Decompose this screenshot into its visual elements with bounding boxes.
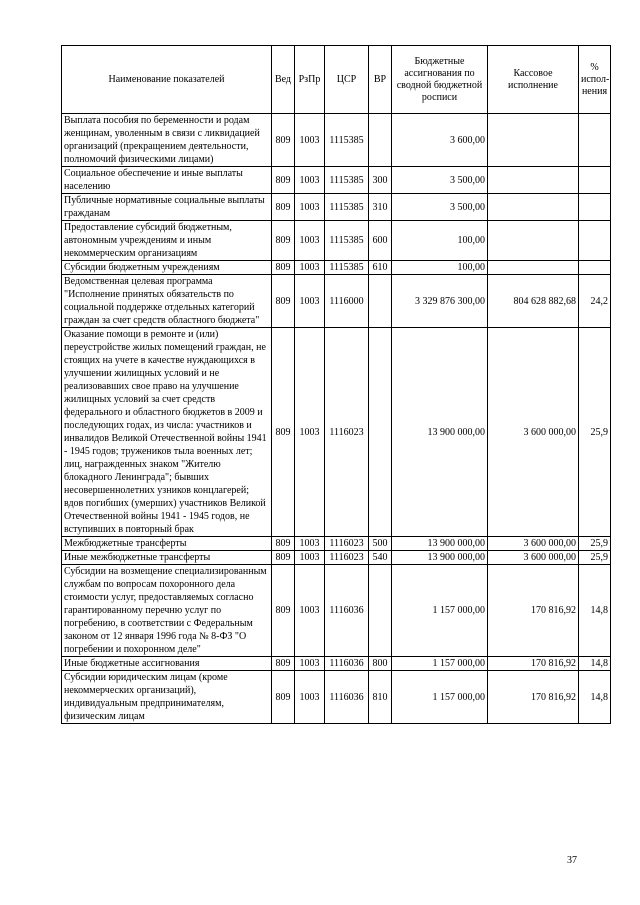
- row-csr: 1116036: [325, 671, 369, 724]
- row-csr: 1115385: [325, 167, 369, 194]
- row-rzpr: 1003: [295, 328, 325, 537]
- row-csr: 1115385: [325, 261, 369, 275]
- row-name: Субсидии бюджетным учреждениям: [62, 261, 272, 275]
- row-ved: 809: [272, 221, 295, 261]
- row-pct: 25,9: [579, 537, 611, 551]
- row-ved: 809: [272, 565, 295, 657]
- row-cash: [488, 261, 579, 275]
- header-ved: Вед: [272, 46, 295, 114]
- table-body: [62, 114, 611, 724]
- row-budget: 3 500,00: [392, 194, 488, 221]
- row-ved: 809: [272, 261, 295, 275]
- budget-table: [61, 45, 611, 724]
- row-vr: [369, 275, 392, 328]
- row-budget: 3 600,00: [392, 114, 488, 167]
- row-rzpr: 1003: [295, 221, 325, 261]
- table-row: [62, 275, 611, 328]
- table-row: [62, 551, 611, 565]
- row-budget: 13 900 000,00: [392, 328, 488, 537]
- row-cash: [488, 114, 579, 167]
- row-csr: 1116023: [325, 537, 369, 551]
- row-rzpr: 1003: [295, 194, 325, 221]
- row-pct: 14,8: [579, 671, 611, 724]
- row-csr: 1116023: [325, 328, 369, 537]
- row-vr: 600: [369, 221, 392, 261]
- row-vr: 540: [369, 551, 392, 565]
- row-vr: [369, 114, 392, 167]
- row-csr: 1116000: [325, 275, 369, 328]
- header-pct: % испол-нения: [579, 46, 611, 114]
- header-rzpr: РзПр: [295, 46, 325, 114]
- row-pct: 25,9: [579, 328, 611, 537]
- row-name: Ведомственная целевая программа "Исполнение принятых обязательств по социальной поддержке отдельных категорий граждан за счет средств областного бюджета": [62, 275, 272, 328]
- row-name: Предоставление субсидий бюджетным, автономным учреждениям и иным некоммерческим организациям: [62, 221, 272, 261]
- row-vr: 500: [369, 537, 392, 551]
- row-cash: [488, 194, 579, 221]
- table-row: [62, 261, 611, 275]
- row-rzpr: 1003: [295, 657, 325, 671]
- row-name: Иные бюджетные ассигнования: [62, 657, 272, 671]
- row-name: Выплата пособия по беременности и родам женщинам, уволенным в связи с ликвидацией организаций (прекращением деятельности, полномочий физическими лицами): [62, 114, 272, 167]
- table-row: [62, 328, 611, 537]
- table-row: [62, 657, 611, 671]
- row-cash: 170 816,92: [488, 671, 579, 724]
- row-cash: 170 816,92: [488, 657, 579, 671]
- row-pct: [579, 167, 611, 194]
- row-vr: [369, 565, 392, 657]
- row-budget: 13 900 000,00: [392, 537, 488, 551]
- row-rzpr: 1003: [295, 537, 325, 551]
- row-cash: 804 628 882,68: [488, 275, 579, 328]
- row-name: Социальное обеспечение и иные выплаты населению: [62, 167, 272, 194]
- row-rzpr: 1003: [295, 114, 325, 167]
- row-csr: 1115385: [325, 221, 369, 261]
- row-budget: 13 900 000,00: [392, 551, 488, 565]
- table-row: [62, 114, 611, 167]
- row-ved: 809: [272, 657, 295, 671]
- row-name: Иные межбюджетные трансферты: [62, 551, 272, 565]
- header-vr: ВР: [369, 46, 392, 114]
- page-number: 37: [567, 855, 577, 866]
- row-budget: 3 500,00: [392, 167, 488, 194]
- row-cash: 170 816,92: [488, 565, 579, 657]
- row-vr: [369, 328, 392, 537]
- row-vr: 810: [369, 671, 392, 724]
- row-name: Оказание помощи в ремонте и (или) переустройстве жилых помещений граждан, не стоящих на учете в качестве нуждающихся в улучшении жилищных условий и не реализовавших свое право на улучшение жилищных условий за счет средств федерального и областного бюджетов в 2009 и последующих годах, из числа: участников и инвалидов Великой Отечественной войны 1941 - 1945 годов; тружеников тыла военных лет; лиц, награжденных знаком "Жителю блокадного Ленинграда"; бывших несовершеннолетних узников концлагерей; вдов погибших (умерших) участников Великой Отечественной войны 1941 - 1945 годов, не вступивших в повторный брак: [62, 328, 272, 537]
- header-budget: Бюджетные ассигнования по сводной бюджетной росписи: [392, 46, 488, 114]
- row-vr: 610: [369, 261, 392, 275]
- row-ved: 809: [272, 328, 295, 537]
- table-row: [62, 537, 611, 551]
- row-ved: 809: [272, 537, 295, 551]
- row-ved: 809: [272, 275, 295, 328]
- table-row: [62, 565, 611, 657]
- row-budget: 100,00: [392, 221, 488, 261]
- row-name: Межбюджетные трансферты: [62, 537, 272, 551]
- row-rzpr: 1003: [295, 671, 325, 724]
- row-name: Субсидии на возмещение специализированным службам по вопросам похоронного дела стоимости услуг, предоставляемых согласно гарантированному перечню услуг по погребению, в соответствии с Федеральным законом от 12 января 1996 года № 8-ФЗ "О погребении и похоронном деле": [62, 565, 272, 657]
- row-cash: [488, 221, 579, 261]
- header-row: [62, 46, 611, 114]
- row-vr: 310: [369, 194, 392, 221]
- row-pct: [579, 194, 611, 221]
- row-ved: 809: [272, 167, 295, 194]
- row-name: Публичные нормативные социальные выплаты гражданам: [62, 194, 272, 221]
- table-row: [62, 194, 611, 221]
- row-pct: 24,2: [579, 275, 611, 328]
- row-vr: 300: [369, 167, 392, 194]
- row-vr: 800: [369, 657, 392, 671]
- row-budget: 100,00: [392, 261, 488, 275]
- row-csr: 1115385: [325, 194, 369, 221]
- row-ved: 809: [272, 194, 295, 221]
- row-cash: 3 600 000,00: [488, 551, 579, 565]
- row-pct: [579, 114, 611, 167]
- table-row: [62, 671, 611, 724]
- header-cash: Кассовое исполнение: [488, 46, 579, 114]
- row-name: Субсидии юридическим лицам (кроме некоммерческих организаций), индивидуальным предпринимателям, физическим лицам: [62, 671, 272, 724]
- row-pct: 25,9: [579, 551, 611, 565]
- row-budget: 1 157 000,00: [392, 565, 488, 657]
- row-ved: 809: [272, 551, 295, 565]
- row-csr: 1116023: [325, 551, 369, 565]
- row-rzpr: 1003: [295, 551, 325, 565]
- row-budget: 1 157 000,00: [392, 657, 488, 671]
- row-ved: 809: [272, 114, 295, 167]
- row-ved: 809: [272, 671, 295, 724]
- row-csr: 1115385: [325, 114, 369, 167]
- row-pct: 14,8: [579, 657, 611, 671]
- row-csr: 1116036: [325, 657, 369, 671]
- table-row: [62, 167, 611, 194]
- header-name: Наименование показателей: [62, 46, 272, 114]
- row-cash: 3 600 000,00: [488, 328, 579, 537]
- row-pct: [579, 221, 611, 261]
- row-budget: 1 157 000,00: [392, 671, 488, 724]
- header-csr: ЦСР: [325, 46, 369, 114]
- row-rzpr: 1003: [295, 565, 325, 657]
- row-pct: [579, 261, 611, 275]
- row-cash: [488, 167, 579, 194]
- row-rzpr: 1003: [295, 261, 325, 275]
- table-row: [62, 221, 611, 261]
- row-rzpr: 1003: [295, 275, 325, 328]
- row-cash: 3 600 000,00: [488, 537, 579, 551]
- row-rzpr: 1003: [295, 167, 325, 194]
- row-csr: 1116036: [325, 565, 369, 657]
- row-budget: 3 329 876 300,00: [392, 275, 488, 328]
- row-pct: 14,8: [579, 565, 611, 657]
